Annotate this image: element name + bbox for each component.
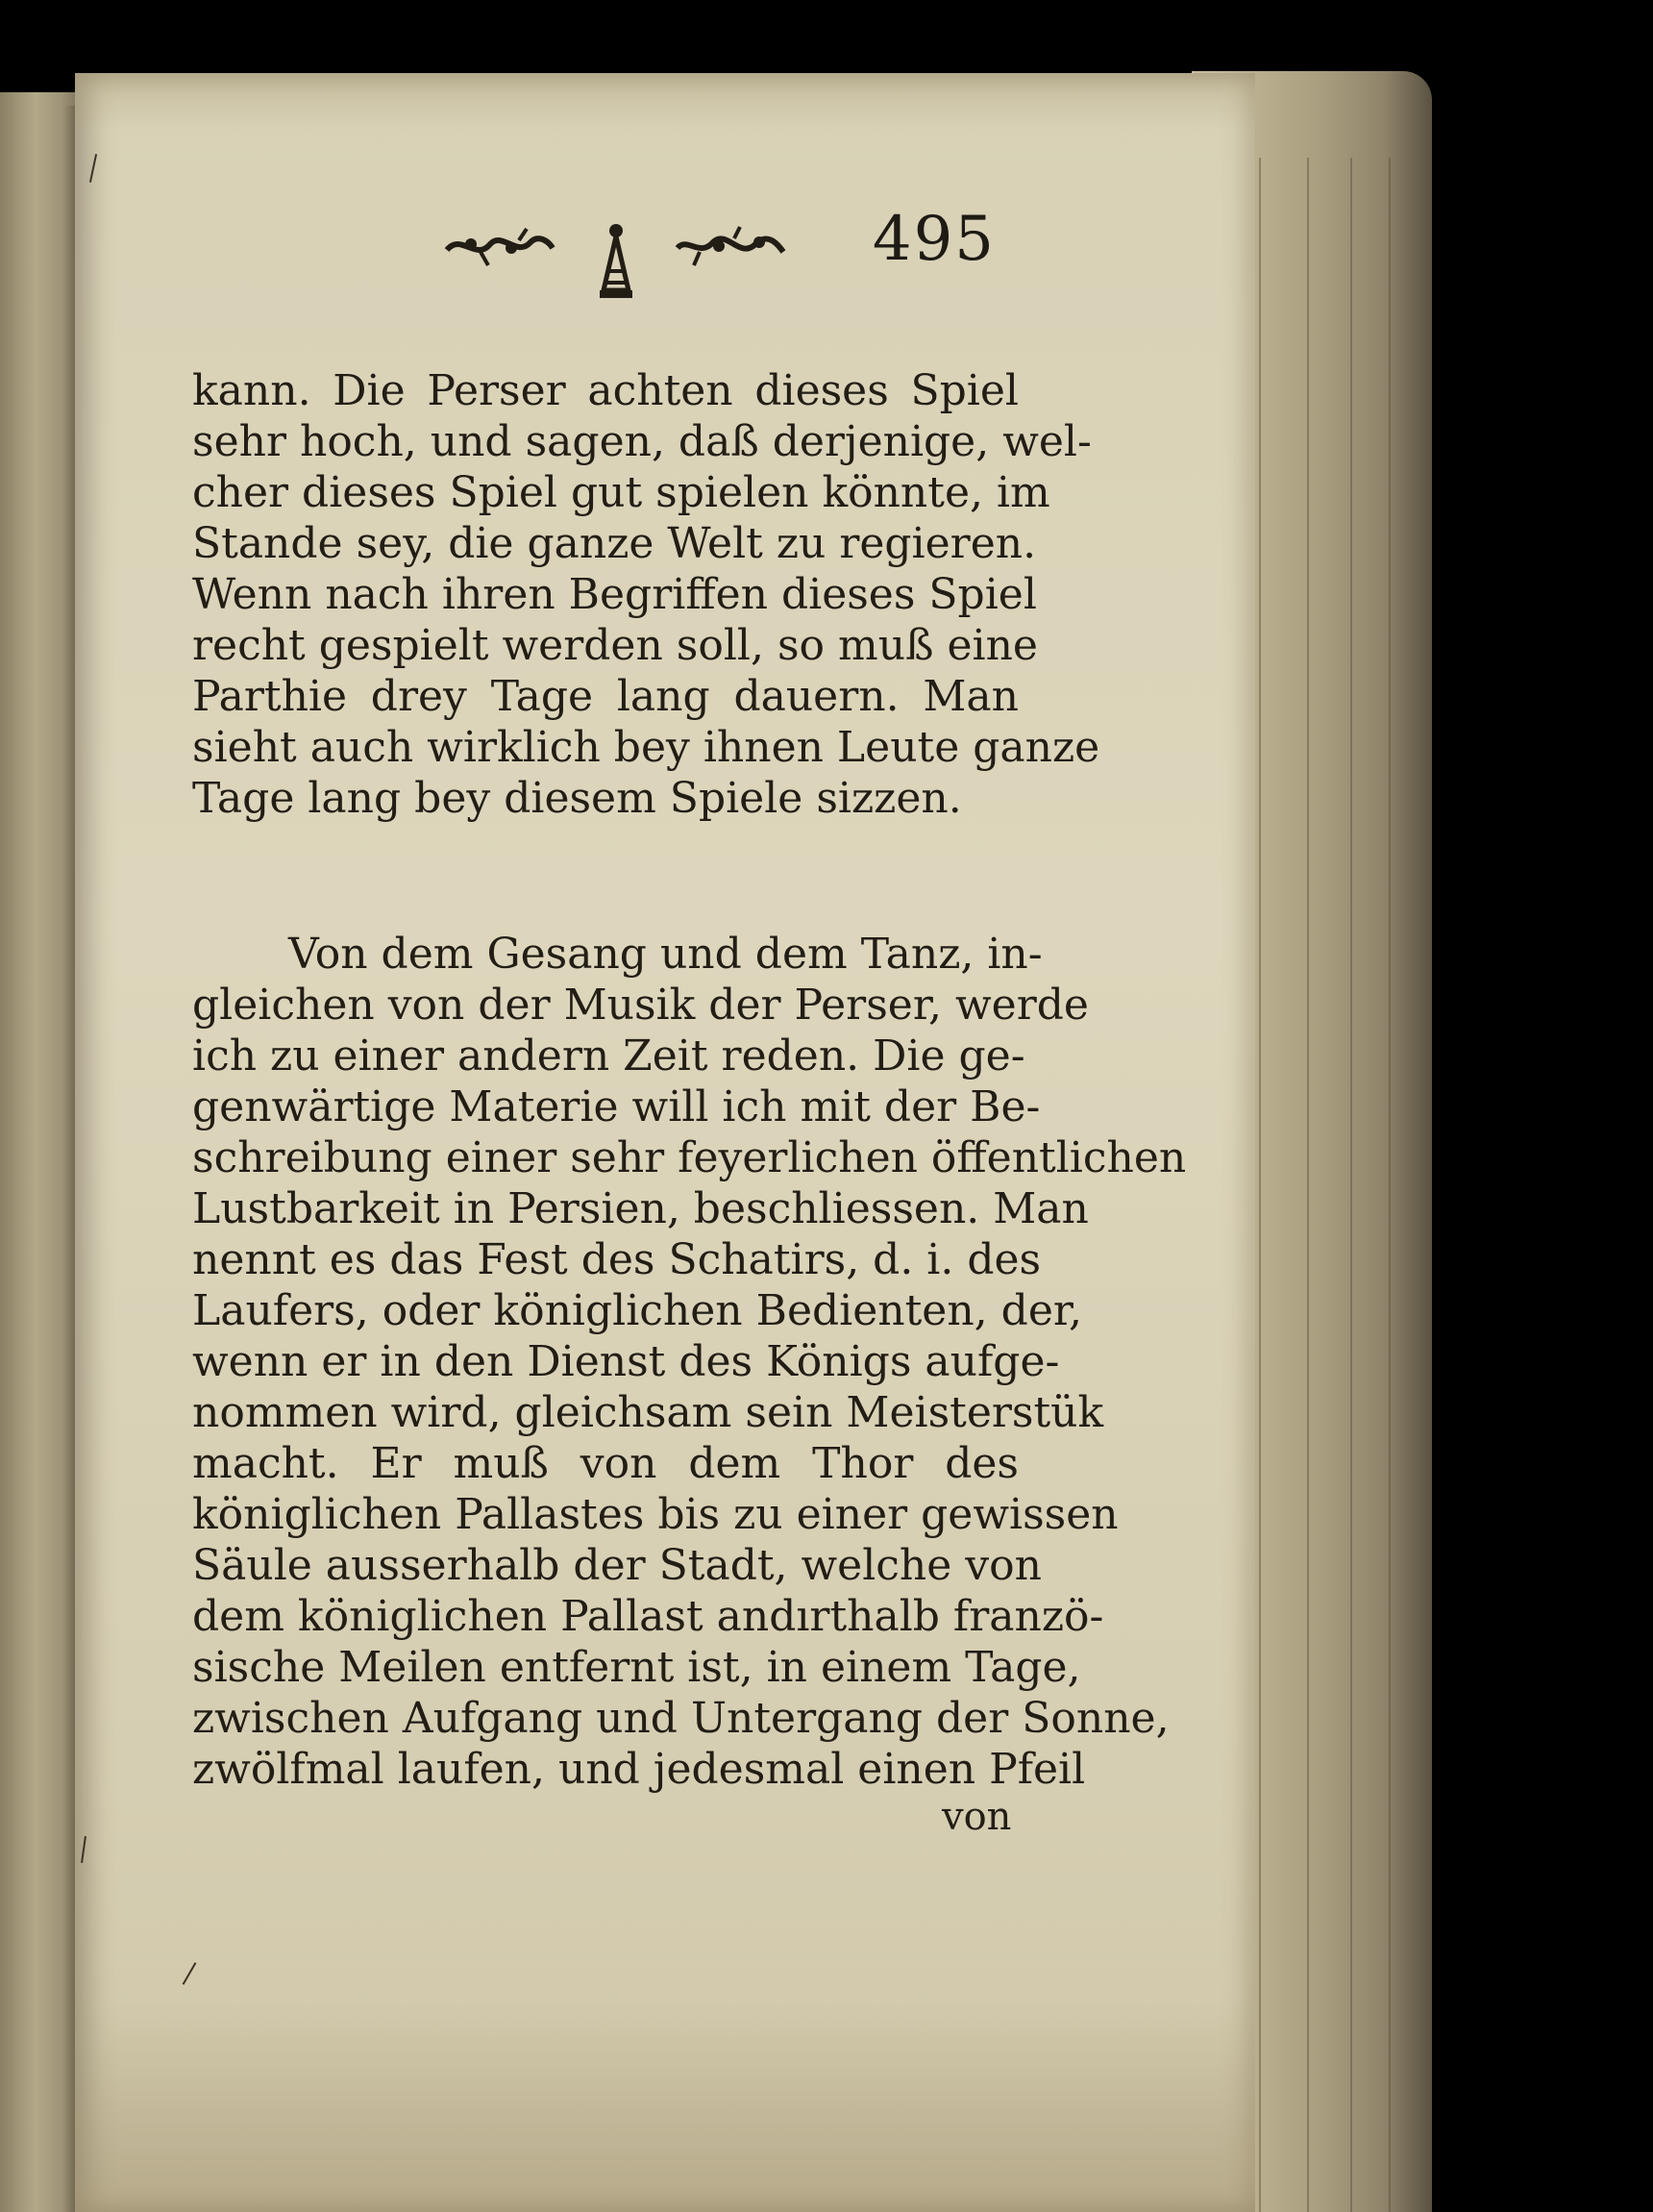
- text-line: Parthie drey Tage lang dauern. Man: [192, 672, 1019, 721]
- text-line: wenn er in den Dienst des Königs aufge-: [192, 1337, 1060, 1386]
- text-line: sische Meilen entfernt ist, in einem Tage,: [192, 1643, 1081, 1692]
- text-line: gleichen von der Musik der Perser, werde: [192, 981, 1089, 1030]
- text-line: nommen wird, gleichsam sein Meisterstük: [192, 1388, 1104, 1437]
- page-edge-line: [1259, 158, 1261, 2212]
- text-line: Lustbarkeit in Persien, beschliessen. Man: [192, 1184, 1089, 1233]
- page-edge-line: [1389, 158, 1391, 2212]
- text-line: königlichen Pallastes bis zu einer gewissen: [192, 1490, 1119, 1539]
- text-line: Tage lang bey diesem Spiele sizzen.: [192, 774, 962, 823]
- page-edge-line: [1350, 158, 1352, 2212]
- tassel-ornament-icon: [594, 223, 638, 300]
- text-line: cher dieses Spiel gut spielen könnte, im: [192, 468, 1050, 517]
- page-edge-line: [1307, 158, 1309, 2212]
- text-line: recht gespielt werden soll, so muß eine: [192, 621, 1038, 670]
- text-line: Laufers, oder königlichen Bedienten, der,: [192, 1286, 1083, 1335]
- text-line: Von dem Gesang und dem Tanz, in-: [288, 930, 1043, 979]
- text-line: Säule ausserhalb der Stadt, welche von: [192, 1541, 1042, 1590]
- page-number: 495: [872, 204, 996, 275]
- text-line: sehr hoch, und sagen, daß derjenige, wel-: [192, 417, 1092, 466]
- vine-ornament-left-icon: [442, 223, 557, 271]
- text-line: dem königlichen Pallast andırthalb franzö-: [192, 1592, 1104, 1641]
- text-line: zwischen Aufgang und Untergang der Sonne,: [192, 1694, 1170, 1743]
- paper-shade: [75, 2001, 1255, 2212]
- paragraph-2: [192, 929, 1187, 1795]
- catchword: von: [942, 1795, 1012, 1839]
- text-line: kann. Die Perser achten dieses Spiel: [192, 366, 1019, 415]
- text-line: macht. Er muß von dem Thor des: [192, 1439, 1019, 1488]
- text-line: sieht auch wirklich bey ihnen Leute ganze: [192, 723, 1100, 772]
- paragraph-1: [192, 365, 1100, 824]
- text-line: schreibung einer sehr feyerlichen öffentlichen: [192, 1133, 1187, 1182]
- text-line: zwölfmal laufen, und jedesmal einen Pfeil: [192, 1745, 1086, 1794]
- text-line: Wenn nach ihren Begriffen dieses Spiel: [192, 570, 1037, 619]
- running-head: [288, 204, 1019, 310]
- vine-ornament-right-icon: [673, 223, 788, 271]
- text-line: ich zu einer andern Zeit reden. Die ge-: [192, 1031, 1025, 1081]
- text-line: nennt es das Fest des Schatirs, d. i. des: [192, 1235, 1042, 1284]
- text-line: genwärtige Materie will ich mit der Be-: [192, 1082, 1041, 1131]
- paper-stain: [75, 73, 1255, 131]
- text-line: Stande sey, die ganze Welt zu regieren.: [192, 519, 1037, 568]
